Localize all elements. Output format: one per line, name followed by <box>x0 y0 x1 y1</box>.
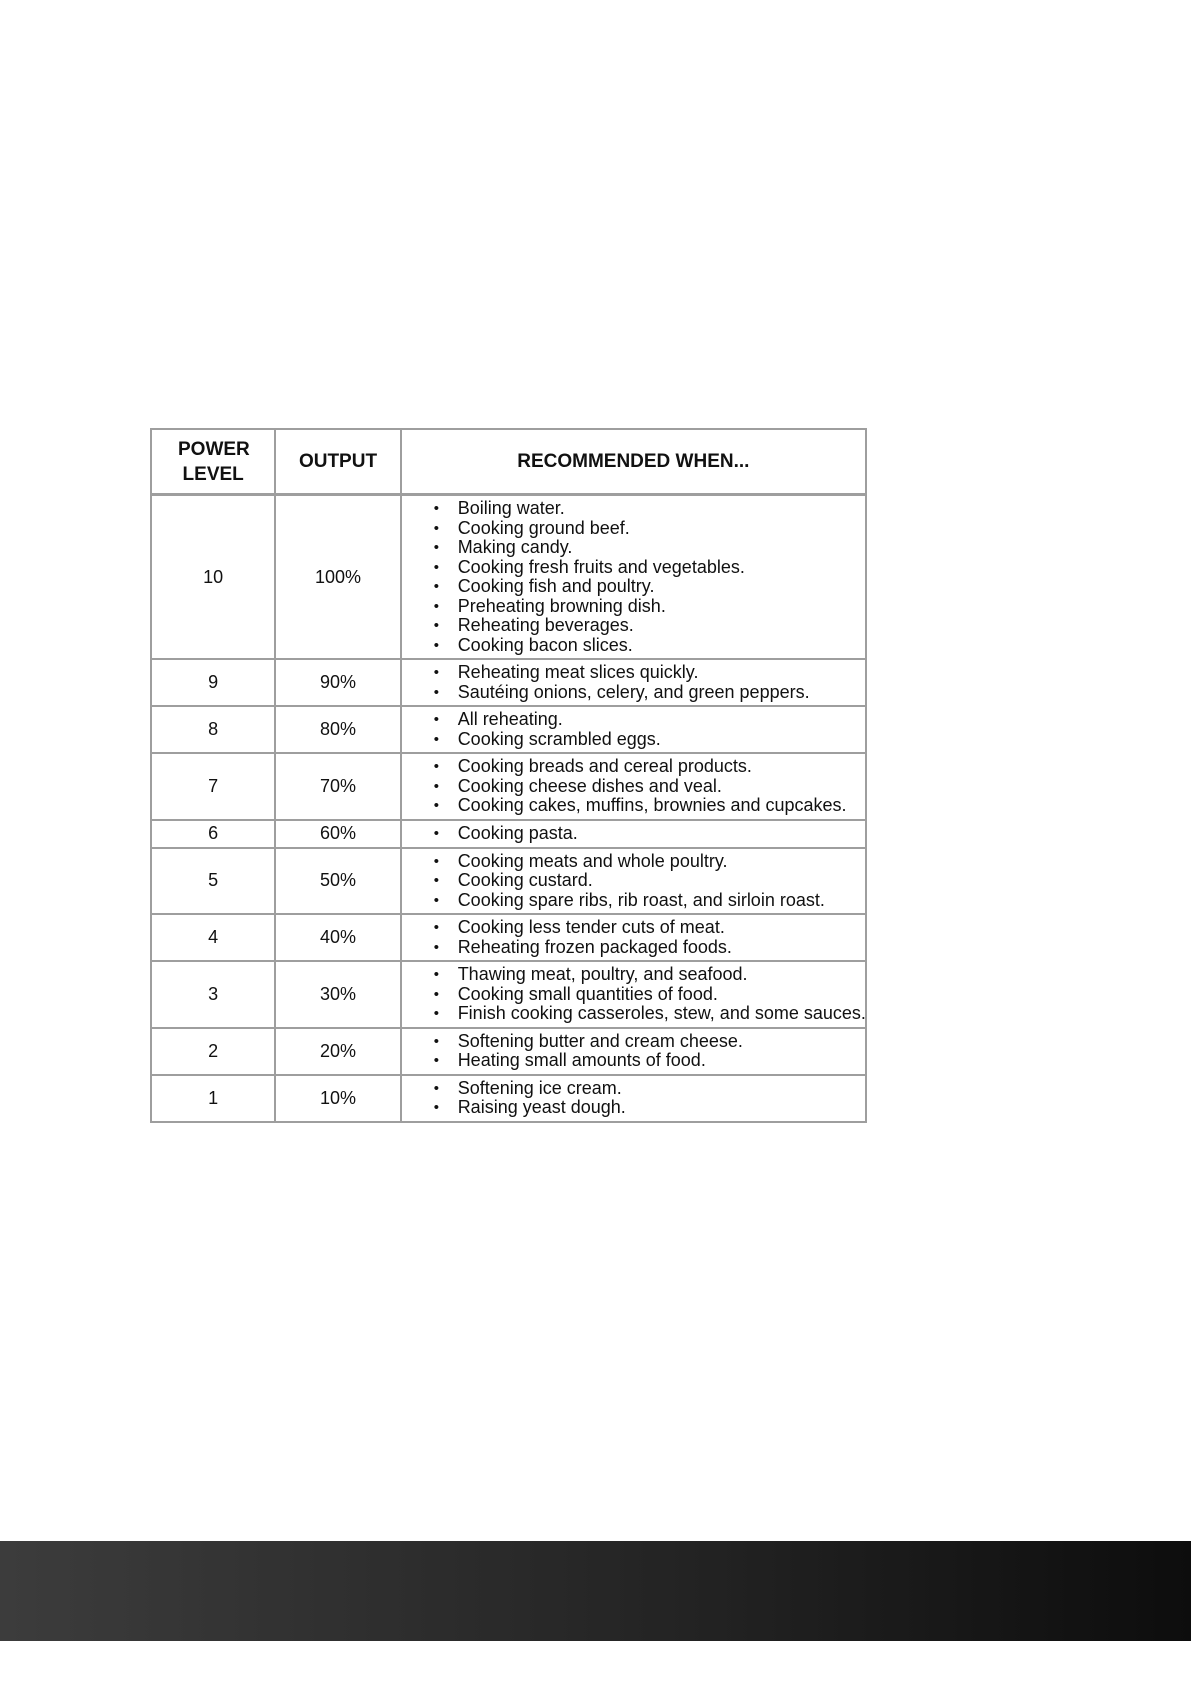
recommendation-text: Cooking fish and poultry. <box>457 576 655 596</box>
list-item <box>434 871 859 891</box>
list-item <box>434 1079 859 1099</box>
recommendation-text: Boiling water. <box>457 498 565 518</box>
recommendation-text: Heating small amounts of food. <box>457 1050 706 1070</box>
list-item <box>434 683 859 703</box>
bullet-icon: • <box>433 730 439 748</box>
recommendation-text: Reheating beverages. <box>457 615 634 635</box>
list-item <box>434 577 859 597</box>
list-item <box>434 824 859 844</box>
footer-band <box>0 1541 1191 1641</box>
recommended-cell <box>401 753 866 820</box>
list-item <box>434 985 859 1005</box>
recommendation-text: All reheating. <box>457 709 563 729</box>
list-item <box>434 891 859 911</box>
list-item <box>434 499 859 519</box>
power-level-cell: 1 <box>151 1075 275 1122</box>
recommendation-text: Cooking cakes, muffins, brownies and cupcakes. <box>457 795 847 815</box>
list-item <box>434 777 859 797</box>
power-level-cell: 10 <box>151 495 275 660</box>
header-recommended: RECOMMENDED WHEN... <box>401 429 866 495</box>
recommendation-text: Cooking scrambled eggs. <box>457 728 661 749</box>
table-row <box>151 848 866 915</box>
recommendation-text: Reheating frozen packaged foods. <box>457 936 732 957</box>
recommendation-list <box>402 918 859 957</box>
bullet-icon: • <box>433 683 439 701</box>
list-item <box>434 616 859 636</box>
bullet-icon: • <box>433 636 439 654</box>
table-row <box>151 820 866 848</box>
recommendation-list <box>402 1032 859 1071</box>
table-header <box>151 429 866 495</box>
power-level-cell: 3 <box>151 961 275 1028</box>
bullet-icon: • <box>433 578 439 595</box>
bullet-icon: • <box>433 966 439 983</box>
bullet-icon: • <box>433 758 439 775</box>
recommendation-text: Reheating meat slices quickly. <box>457 662 699 682</box>
recommendation-text: Cooking breads and cereal products. <box>457 756 752 776</box>
list-item <box>434 558 859 578</box>
output-cell: 50% <box>275 848 400 915</box>
list-item <box>434 796 859 816</box>
list-item <box>434 1032 859 1052</box>
recommended-cell <box>401 495 866 660</box>
recommendation-list <box>402 710 859 749</box>
output-cell: 80% <box>275 706 400 753</box>
bullet-icon: • <box>433 519 439 537</box>
header-power-level: POWER LEVEL <box>151 429 275 495</box>
recommendation-text: Cooking cheese dishes and veal. <box>457 775 722 796</box>
power-level-cell: 7 <box>151 753 275 820</box>
list-item <box>434 663 859 683</box>
recommendation-list <box>402 1079 859 1118</box>
recommendation-text: Softening ice cream. <box>457 1077 622 1098</box>
recommended-cell <box>401 1028 866 1075</box>
bullet-icon: • <box>433 558 439 576</box>
bullet-icon: • <box>433 664 439 681</box>
list-item <box>434 965 859 985</box>
list-item <box>434 757 859 777</box>
table-row <box>151 1028 866 1075</box>
output-cell: 100% <box>275 495 400 660</box>
recommendation-list <box>402 852 859 911</box>
recommendation-text: Cooking meats and whole poultry. <box>457 850 728 871</box>
header-output: OUTPUT <box>275 429 400 495</box>
output-cell: 10% <box>275 1075 400 1122</box>
recommendation-text: Cooking pasta. <box>457 822 578 843</box>
recommendation-list <box>402 499 859 655</box>
table-row <box>151 495 866 660</box>
list-item <box>434 538 859 558</box>
power-level-cell: 9 <box>151 659 275 706</box>
power-level-table <box>150 428 867 1123</box>
bullet-icon: • <box>433 711 439 728</box>
power-level-cell: 4 <box>151 914 275 961</box>
list-item <box>434 938 859 958</box>
bullet-icon: • <box>433 824 439 842</box>
bullet-icon: • <box>433 597 439 615</box>
list-item <box>434 730 859 750</box>
bullet-icon: • <box>433 617 439 634</box>
recommendation-list <box>402 824 859 844</box>
recommendation-list <box>402 964 866 1024</box>
output-cell: 30% <box>275 961 400 1028</box>
bullet-icon: • <box>433 500 439 517</box>
power-level-cell: 5 <box>151 848 275 915</box>
recommendation-text: Softening butter and cream cheese. <box>457 1030 743 1051</box>
bullet-icon: • <box>433 1079 439 1097</box>
bullet-icon: • <box>433 1032 439 1050</box>
list-item <box>433 1003 866 1024</box>
recommendation-text: Making candy. <box>457 537 573 557</box>
bullet-icon: • <box>433 852 439 870</box>
list-item <box>434 519 859 539</box>
recommended-cell <box>401 820 866 848</box>
list-item <box>434 597 859 617</box>
recommendation-list <box>402 757 859 816</box>
table-row <box>151 961 866 1028</box>
recommendation-text: Preheating browning dish. <box>457 595 666 616</box>
recommended-cell <box>401 659 866 706</box>
bullet-icon: • <box>433 539 439 556</box>
output-cell: 60% <box>275 820 400 848</box>
list-item <box>434 1051 859 1071</box>
recommendation-text: Cooking small quantities of food. <box>457 983 718 1004</box>
recommendation-text: Finish cooking casseroles, stew, and some sauces. <box>457 1003 866 1023</box>
recommended-cell <box>401 1075 866 1122</box>
recommendation-text: Cooking ground beef. <box>457 517 630 538</box>
table-row <box>151 706 866 753</box>
bullet-icon: • <box>433 1052 439 1069</box>
recommended-cell <box>401 914 866 961</box>
header-row <box>151 429 866 495</box>
recommendation-text: Cooking less tender cuts of meat. <box>457 917 725 937</box>
table-row <box>151 753 866 820</box>
list-item <box>434 918 859 938</box>
power-level-cell: 8 <box>151 706 275 753</box>
recommendation-text: Cooking fresh fruits and vegetables. <box>457 556 745 577</box>
recommendation-text: Cooking custard. <box>457 870 593 890</box>
list-item <box>434 1098 859 1118</box>
recommendation-text: Cooking spare ribs, rib roast, and sirloin roast. <box>457 889 825 910</box>
table-row <box>151 914 866 961</box>
recommended-cell <box>401 848 866 915</box>
list-item <box>434 636 859 656</box>
bullet-icon: • <box>433 1005 439 1022</box>
bullet-icon: • <box>433 985 439 1003</box>
output-cell: 40% <box>275 914 400 961</box>
recommendation-list <box>402 663 859 702</box>
bullet-icon: • <box>433 797 439 814</box>
recommended-cell <box>401 706 866 753</box>
table-row <box>151 1075 866 1122</box>
power-level-cell: 6 <box>151 820 275 848</box>
output-cell: 90% <box>275 659 400 706</box>
bullet-icon: • <box>433 777 439 795</box>
table-row <box>151 659 866 706</box>
bullet-icon: • <box>433 919 439 936</box>
power-level-cell: 2 <box>151 1028 275 1075</box>
bullet-icon: • <box>433 1099 439 1116</box>
recommendation-text: Sautéing onions, celery, and green peppers. <box>457 681 810 702</box>
recommendation-text: Raising yeast dough. <box>457 1097 626 1117</box>
recommendation-text: Cooking bacon slices. <box>457 634 633 655</box>
recommended-cell <box>401 961 866 1028</box>
bullet-icon: • <box>433 891 439 909</box>
output-cell: 70% <box>275 753 400 820</box>
bullet-icon: • <box>433 872 439 889</box>
recommendation-text: Thawing meat, poultry, and seafood. <box>457 964 748 984</box>
list-item <box>434 852 859 872</box>
table-body <box>151 495 866 1122</box>
output-cell: 20% <box>275 1028 400 1075</box>
bullet-icon: • <box>433 938 439 956</box>
list-item <box>434 710 859 730</box>
